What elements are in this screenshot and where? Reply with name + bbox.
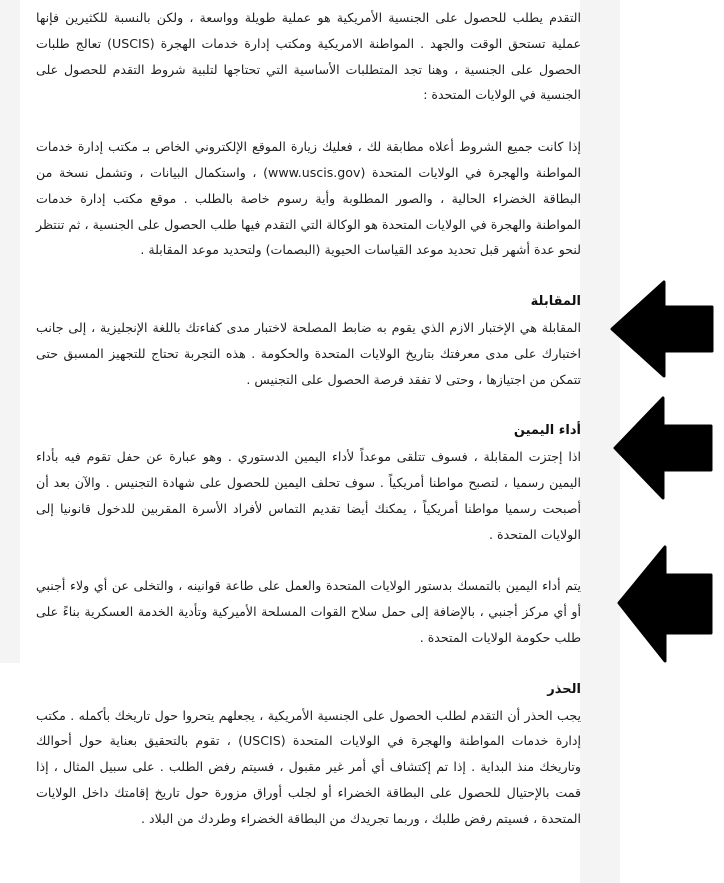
interview-paragraph: المقابلة هي الإختبار الازم الذي يقوم به ضابط المصلحة لاختبار مدى كفاءتك باللغة الإنجليزية ، إلى جانب اختبارك على مدى معرفتك بتاريخ الولايات المتحدة والحكومة . هذه التجربة تحتاج للتجهيز المسبق حتى تتمكن من اجتيازها ، وحتى لا تفقد فرصة الحصول على التجنيس . (36, 319, 581, 387)
article-body (36, 5, 581, 832)
arrow-left-icon (613, 396, 713, 500)
caution-paragraph: يجب الحذر أن التقدم لطلب الحصول على الجنسية الأمريكية ، يجعلهم يتحروا حول تاريخك بأكمله . مكتب إدارة خدمات المواطنة والهجرة في الولايات المتحدة (USCIS) ، تقوم بالتحقيق بعناية حول أحوالك وتاريخك منذ البداية . إذا تم إكتشاف أي أمر غير مقبول ، فسيتم رفض الطلب . على سبيل المثال ، إذا قمت بالإحتيال للحصول على البطاقة الخضراء أو لجلب أوراق مزورة حول تاريخ إقامتك داخل الولايات المتحدة ، فسيتم رفض طلبك ، وربما تجريدك من البطاقة الخضراء وطردك من البلاد . (36, 707, 581, 826)
arrow-left-icon (610, 280, 714, 378)
section-heading-interview: المقابلة (530, 294, 581, 310)
section-heading-caution: الحذر (547, 681, 581, 697)
application-paragraph: إذا كانت جميع الشروط أعلاه مطابقة لك ، فعليك زيارة الموقع الإلكتروني الخاص بـ مكتب إدارة خدمات المواطنة والهجرة في الولايات المتحدة (www.uscis.gov) ، واستكمال البيانات ، وتشمل نسخة من البطاقة الخضراء الحالية ، والصور المطلوبة وأية رسوم خاصة بالطلب . موقع مكتب إدارة خدمات المواطنة والهجرة في الولايات المتحدة هو الوكالة التي التقدم فيها طلب الحصول على الجنسية ، ثم تنتظر لنحو عدة أشهر قبل تحديد موعد القياسات الحيوية (البصمات) ولتحديد موعد المقابلة . (36, 139, 581, 258)
left-margin-lower (0, 663, 20, 883)
section-heading-oath: أداء اليمين (513, 423, 581, 439)
arrow-left-icon (617, 545, 713, 663)
oath-paragraph-1: اذا إجتزت المقابلة ، فسوف تتلقى موعداً لأداء اليمين الدستوري . وهو عبارة عن حفل تقوم فيه بأداء اليمين رسميا ، لتصبح مواطنا أمريكياً . سوف تحلف اليمين للحصول على شهادة التجنيس . والآن بعد أن أصبحت رسميا مواطنا أمريكياً ، يمكنك أيضا تقديم التماس لأفراد الأسرة المقربين للدخول قانونيا إلى الولايات المتحدة . (36, 449, 581, 542)
intro-paragraph: التقدم يطلب للحصول على الجنسية الأمريكية هو عملية طويلة وواسعة ، ولكن بالنسبة للكثيرين فإنها عملية تستحق الوقت والجهد . المواطنة الامريكية ومكتب إدارة خدمات الهجرة (USCIS) تعالج طلبات الحصول على الجنسية ، وهنا تجد المتطلبات الأساسية التي تحتاجها لتلبية شروط التقدم للحصول على الجنسية في الولايات المتحدة : (36, 10, 581, 103)
oath-paragraph-2: يتم أداء اليمين بالتمسك بدستور الولايات المتحدة والعمل على طاعة قوانينه ، والتخلى عن أي ولاء أجنبي أو أي مركز أجنبي ، بالإضافة إلى حمل سلاح القوات المسلحة الأميركية وتأدية الخدمة العسكرية بناءً على طلب حكومة الولايات المتحدة . (36, 578, 581, 645)
